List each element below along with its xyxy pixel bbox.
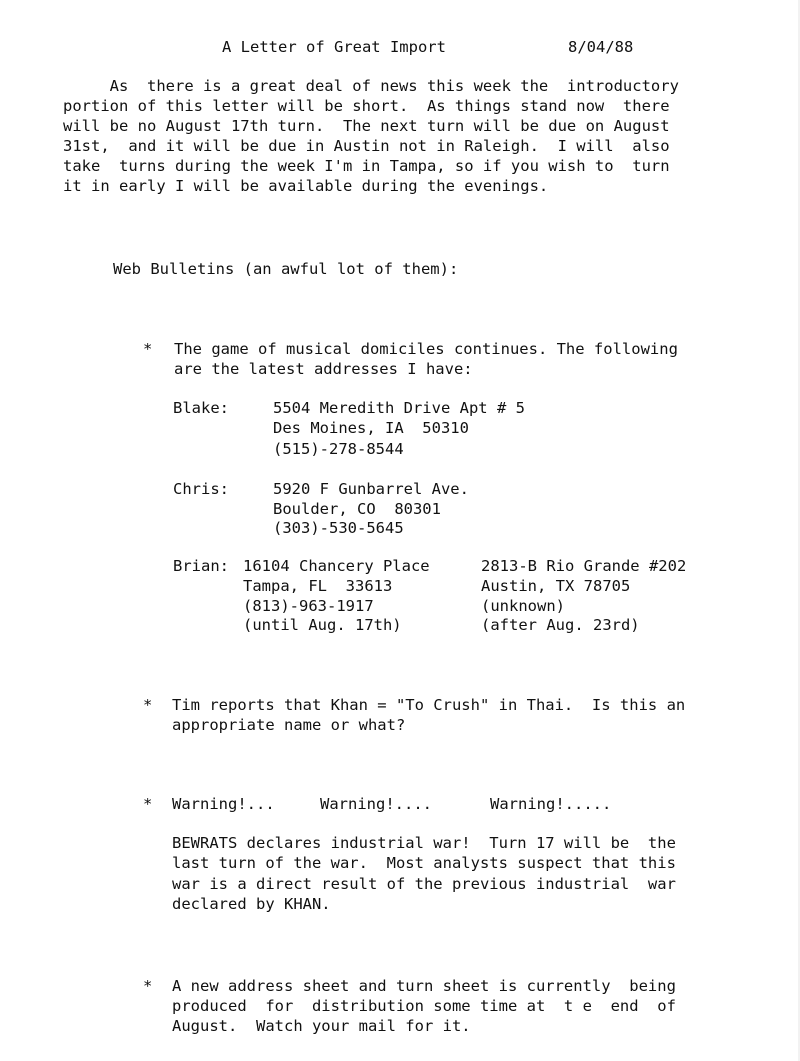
address-line: 16104 Chancery Place	[243, 557, 430, 575]
bullet-marker: *	[143, 977, 153, 995]
intro-line: will be no August 17th turn. The next turn will be due on August	[63, 117, 670, 135]
address-name-blake: Blake:	[173, 399, 229, 417]
bulletin-line: A new address sheet and turn sheet is currently being	[172, 977, 676, 995]
bulletins-heading: Web Bulletins (an awful lot of them):	[113, 260, 459, 278]
address-line: (515)-278-8544	[273, 440, 404, 458]
bulletin-line: declared by KHAN.	[172, 895, 331, 913]
address-line: 2813-B Rio Grande #202	[481, 557, 687, 575]
address-line: Austin, TX 78705	[481, 577, 631, 595]
address-line: 5504 Meredith Drive Apt # 5	[273, 399, 525, 417]
letter-title: A Letter of Great Import	[222, 38, 446, 56]
address-line: (after Aug. 23rd)	[481, 616, 640, 634]
address-line: Boulder, CO 80301	[273, 500, 441, 518]
address-line: 5920 F Gunbarrel Ave.	[273, 480, 469, 498]
bulletin-line: last turn of the war. Most analysts suspect that this	[172, 854, 676, 872]
bulletin-line: BEWRATS declares industrial war! Turn 17 will be the	[172, 834, 676, 852]
address-line: Tampa, FL 33613	[243, 577, 393, 595]
warning-text: Warning!....	[320, 795, 432, 813]
bulletin-line: August. Watch your mail for it.	[172, 1017, 471, 1035]
intro-line: portion of this letter will be short. As things stand now there	[63, 97, 670, 115]
bulletin-line: are the latest addresses I have:	[174, 360, 473, 378]
warning-text: Warning!...	[172, 795, 275, 813]
warning-text: Warning!.....	[490, 795, 612, 813]
address-line: (unknown)	[481, 597, 565, 615]
bulletin-line: The game of musical domiciles continues. The following	[174, 340, 678, 358]
address-line: (until Aug. 17th)	[243, 616, 402, 634]
bullet-marker: *	[143, 340, 153, 358]
address-name-brian: Brian:	[173, 557, 229, 575]
address-line: (813)-963-1917	[243, 597, 374, 615]
intro-line: 31st, and it will be due in Austin not in Raleigh. I will also	[63, 137, 670, 155]
address-line: Des Moines, IA 50310	[273, 419, 469, 437]
intro-line: take turns during the week I'm in Tampa, so if you wish to turn	[63, 157, 670, 175]
intro-line: As there is a great deal of news this week the introductory	[63, 77, 679, 95]
address-name-chris: Chris:	[173, 480, 229, 498]
letter-date: 8/04/88	[568, 38, 634, 56]
bulletin-line: Tim reports that Khan = "To Crush" in Thai. Is this an	[172, 696, 686, 714]
bullet-marker: *	[143, 696, 153, 714]
bulletin-line: war is a direct result of the previous industrial war	[172, 875, 676, 893]
address-line: (303)-530-5645	[273, 519, 404, 537]
bullet-marker: *	[143, 795, 153, 813]
bulletin-line: produced for distribution some time at t e end of	[172, 997, 676, 1015]
bulletin-line: appropriate name or what?	[172, 716, 406, 734]
intro-line: it in early I will be available during the evenings.	[63, 177, 549, 195]
